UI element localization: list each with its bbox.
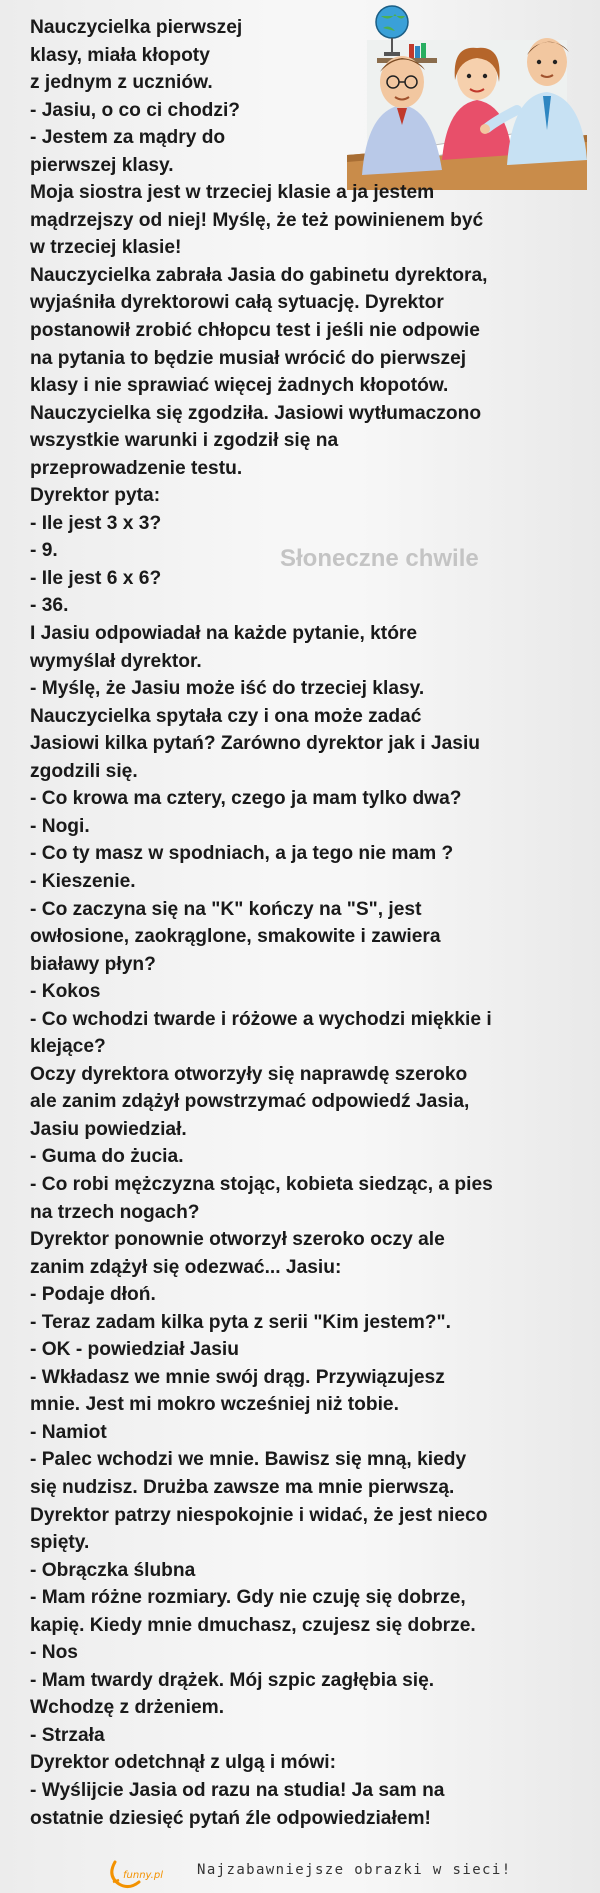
story-line: mądrzejszy od niej! Myślę, że też powinienem być	[30, 209, 484, 231]
story-line: przeprowadzenie testu.	[30, 457, 243, 479]
story-line: ostatnie dziesięć pytań źle odpowiedziałem!	[30, 1807, 431, 1829]
story-line: - 9.	[30, 540, 58, 562]
story-line: wszystkie warunki i zgodził się na	[30, 430, 339, 452]
story-line: na pytania to będzie musiał wrócić do pierwszej	[30, 347, 467, 369]
story-line: - Mam twardy drążek. Mój szpic zagłębia się.	[30, 1669, 435, 1691]
story-line: mnie. Jest mi mokro wcześniej niż tobie.	[30, 1394, 399, 1416]
story-line: - Jestem za mądry do	[30, 127, 226, 149]
story-line: Dyrektor pyta:	[30, 485, 161, 507]
story-line: - Wyślijcie Jasia od razu na studia! Ja sam na	[30, 1780, 445, 1801]
story-line: - Guma do żucia.	[30, 1146, 184, 1168]
story-line: klasy i nie sprawiać więcej żadnych kłopotów.	[30, 375, 449, 397]
story-line: wymyślał dyrektor.	[30, 650, 202, 672]
story-line: - Myślę, że Jasiu może iść do trzeciej klasy.	[30, 678, 425, 700]
story-line: zanim zdążył się odezwać... Jasiu:	[30, 1256, 342, 1278]
story-line: klejące?	[30, 1036, 106, 1058]
story-line: Nauczycielka zabrała Jasia do gabinetu dyrektora,	[30, 264, 488, 286]
story-line: - Strzała	[30, 1724, 105, 1746]
story-line: - Namiot	[30, 1421, 107, 1443]
story-line: z jednym z uczniów.	[30, 72, 213, 94]
story-line: I Jasiu odpowiadał na każde pytanie, które	[30, 623, 418, 645]
watermark-text: Słoneczne chwile	[280, 545, 479, 572]
story-line: - OK - powiedział Jasiu	[30, 1339, 239, 1361]
story-line: - 36.	[30, 595, 69, 617]
story-line: - Palec wchodzi we mnie. Bawisz się mną, kiedy	[30, 1449, 467, 1471]
story-line: - Mam różne rozmiary. Gdy nie czuję się dobrze,	[30, 1587, 466, 1609]
story-line: - Nogi.	[30, 815, 90, 837]
story-line: - Kokos	[30, 981, 101, 1003]
story-line: - Obrączka ślubna	[30, 1559, 196, 1581]
funny-logo-icon[interactable]	[105, 1852, 175, 1892]
story-text	[30, 14, 578, 1832]
story-line: wyjaśniła dyrektorowi całą sytuację. Dyrektor	[30, 292, 444, 314]
story-line: - Kieszenie.	[30, 870, 136, 892]
story-line: Wchodzę z drżeniem.	[30, 1697, 225, 1719]
story-line: Nauczycielka pierwszej	[30, 17, 243, 38]
footer	[0, 1852, 600, 1893]
story-line: Jasiu powiedział.	[30, 1118, 187, 1140]
story-line: na trzech nogach?	[30, 1201, 200, 1223]
story-line: - Ile jest 6 x 6?	[30, 567, 162, 589]
story-line: Moja siostra jest w trzeciej klasie a ja jestem	[30, 182, 435, 204]
story-line: Nauczycielka się zgodziła. Jasiowi wytłumaczono	[30, 402, 482, 424]
story-line: w trzeciej klasie!	[30, 237, 182, 259]
story-line: - Teraz zadam kilka pyta z serii "Kim jestem?".	[30, 1311, 451, 1333]
story-line: spięty.	[30, 1532, 90, 1554]
story-line: - Co zaczyna się na "K" kończy na "S", jest	[30, 898, 422, 920]
story-line: Dyrektor ponownie otworzył szeroko oczy ale	[30, 1229, 445, 1251]
story-line: się nudzisz. Drużba zawsze ma mnie pierwszą.	[30, 1476, 455, 1498]
story-line: - Jasiu, o co ci chodzi?	[30, 99, 241, 121]
story-line: - Ile jest 3 x 3?	[30, 512, 162, 534]
story-line: - Podaje dłoń.	[30, 1284, 156, 1306]
story-line: Jasiowi kilka pytań? Zarówno dyrektor jak i Jasiu	[30, 733, 480, 755]
story-line: Dyrektor patrzy niespokojnie i widać, że jest nieco	[30, 1504, 488, 1526]
story-line: - Nos	[30, 1642, 78, 1664]
story-line: - Wkładasz we mnie swój drąg. Przywiązujesz	[30, 1366, 445, 1388]
story-line: białawy płyn?	[30, 953, 156, 975]
story-line: ale zanim zdążył powstrzymać odpowiedź Jasia,	[30, 1091, 470, 1113]
story-line: postanowił zrobić chłopcu test i jeśli nie odpowie	[30, 320, 480, 342]
story-line: klasy, miała kłopoty	[30, 44, 210, 66]
footer-logo-text: funny.pl	[123, 1870, 163, 1881]
story-line: kapię. Kiedy mnie dmuchasz, czujesz się dobrze.	[30, 1614, 476, 1636]
story-line: Dyrektor odetchnął z ulgą i mówi:	[30, 1752, 336, 1774]
story-line: - Co ty masz w spodniach, a ja tego nie mam ?	[30, 843, 454, 865]
story-line: pierwszej klasy.	[30, 154, 174, 176]
story-line: - Co wchodzi twarde i różowe a wychodzi miękkie i	[30, 1008, 492, 1030]
story-line: Oczy dyrektora otworzyły się naprawdę szeroko	[30, 1063, 468, 1085]
story-line: - Co krowa ma cztery, czego ja mam tylko dwa?	[30, 788, 462, 810]
story-line: owłosione, zaokrąglone, smakowite i zawiera	[30, 926, 441, 948]
footer-tagline: Najzabawniejsze obrazki w sieci!	[197, 1862, 512, 1878]
story-line: Nauczycielka spytała czy i ona może zadać	[30, 705, 422, 727]
story-line: - Co robi mężczyzna stojąc, kobieta siedząc, a pies	[30, 1173, 493, 1195]
story-line: zgodzili się.	[30, 760, 138, 782]
